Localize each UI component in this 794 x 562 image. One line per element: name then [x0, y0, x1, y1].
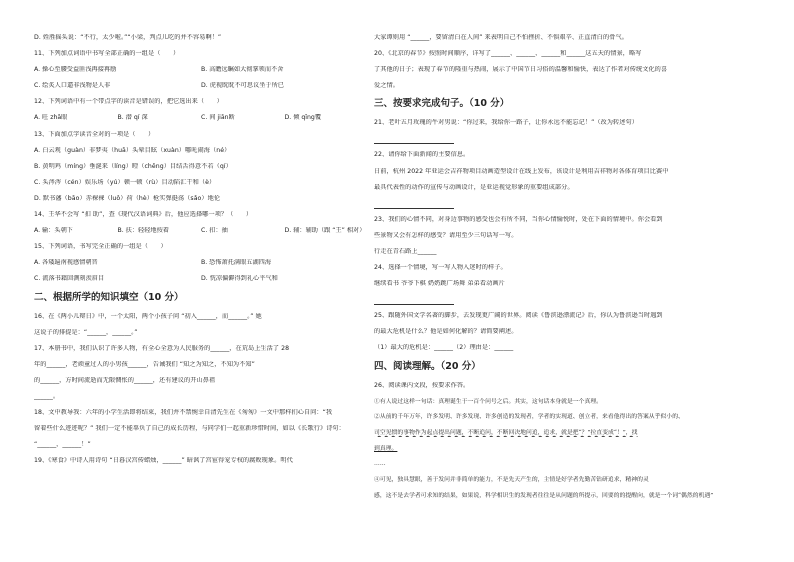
q15-option-b[interactable]: B. 恐怖萧托满眼五湖四海: [201, 259, 272, 267]
passage-para2-cont: 司空见惯的事物作为起点提出问题，不断追问，不断回决地问追，追求，就是把“？”拉直变成“！”，找: [374, 430, 638, 436]
q21-stem: 21、老叶五月玫瑰的牛对男说：“你过来，我给你一路子，让你永远不能忘记！”（改为转述句）: [374, 119, 638, 127]
passage-para4: ④可见，独具慧眼，善于发问并非简单的能力，不是先天产生的，主情是好学者先勤苦钻研追求，精神的灵: [374, 477, 649, 484]
q13-option-b[interactable]: B. 黄明鸡（míng）垂涎来（líng）瞪（chēng）目结舌得意不若（qí）: [34, 162, 232, 170]
q18-line2: 留着些什么迹迹呢？” 我们一定不能辜负了自己的成长历程，与同学们一起重新珍惜时间，如以《长歌行》诗句：: [34, 425, 345, 433]
q16-line1: 16、在《两小儿辩日》中，一个太阳，两个小孩子问 “初入______，而______。” 她: [34, 312, 262, 320]
q24-line2: 继续看书 爷爷下棋 奶奶跳广场舞 弟弟看动画片: [374, 280, 505, 288]
q15-options-row1: [34, 259, 368, 268]
q13-option-d[interactable]: D. 默书藩（bāo）赤裸裸（luǒ）荷（hè）枪实弹挺荡（sǎo）地伦: [34, 194, 221, 202]
q12-option-d[interactable]: D. 倾 qīng覆: [284, 114, 322, 122]
q15-options-row2: [34, 275, 368, 284]
q18-line1: 18、文中教导我：六年的小学生活即将结束，我们并不禁惋幸自清先生在《匆匆》一文中那样扪心自问：“我: [34, 409, 333, 417]
q12-options: [34, 114, 368, 123]
q23-line2: 些景物又会有怎样的感受？请用至少三句话写一写。: [374, 231, 518, 239]
q16-line2: 这说子的排提是：“______，______。”: [34, 328, 138, 336]
q19-continued: 大家谭则用 “______，要留清白在人间” 来表明自己不怕挫折、不惧艰辛、正直清白的骨气。: [374, 34, 628, 41]
q14-option-c[interactable]: C. 扣：抽: [201, 227, 228, 235]
q21-answer-line[interactable]: [374, 135, 454, 144]
q22-answer-line[interactable]: [374, 200, 454, 209]
q24-line1: 24、选择一个情境，写一写人物入迷时的样子。: [374, 264, 507, 272]
q13-option-c[interactable]: C. 头涔涔（cén）娱乐场（yú）顿一顿（rù）目动陷汇干和（è）: [34, 178, 216, 186]
q17-line2: 年的______，老顽童过人的小男孩______，告诫我们 “知之为知之，不知为不知”: [34, 360, 255, 368]
q14-option-b[interactable]: B. 扶：轻轻地按着: [117, 227, 169, 235]
q20-line1: 20、《北京的春节》按照时间顺序，详写了______、______、______和______这五天的情景，略写: [374, 50, 642, 58]
q20-line2: 了其他的日子；表现了春节的隆重与热闹，展示了中国节日习俗的温馨和愉快，表达了作者对传统文化的喜: [374, 66, 668, 74]
q14-option-d[interactable]: D. 辅：辅助（跟 “王” 相对）: [284, 227, 366, 235]
q17-line3: 的______，方时间流逝而无限惆怅的______，还有建议的开山鼻祖: [34, 376, 216, 384]
q17-line1: 17、本册书中，我们认识了许多人物，有全心全意为人民服务的______，在荒岛上生活了 28: [34, 344, 290, 352]
q10-option-d: D. 姓胜摇头说：“不行，太少啦。”“小梁，判点儿吃的并不容易啊！”: [34, 34, 222, 41]
q14-options: [34, 227, 368, 236]
q11-option-b[interactable]: B. 高瞻远瞩如大彻掌领而不舍: [201, 66, 284, 74]
passage-ellipsis: ……: [374, 461, 386, 468]
q14-option-a[interactable]: A. 输：头朝下: [34, 227, 73, 235]
q19-line1: 19、《寒食》中诗人用诗句 “日暮汉宫传蜡烛，______” 暗讽了宫宦得宠专权的腐败现象。明代: [34, 457, 293, 465]
reading-passage: [374, 398, 714, 500]
q15-option-d[interactable]: D. 恍凉偏僻得到礼心平气和: [201, 275, 278, 283]
q22-line2: 日前，杭州 2022 年亚运会吉祥物项目动画造型设计在线上发布，该设计是利用吉祥物对各体育项目比赛中: [374, 167, 669, 175]
q12-stem: 12、下列词语中有一个带点字的读音是错误的，把它选出来（ ）: [34, 98, 223, 106]
q13-stem: 13、下面加点字读音全对的一项是（ ）: [34, 130, 155, 138]
q26-stem: 26、阅读课内文段，按要求作答。: [374, 381, 470, 389]
q15-option-a[interactable]: A. 各矮遍南视感情朝晋: [34, 259, 98, 267]
q11-options-row2: [34, 82, 368, 91]
q11-options-row1: [34, 66, 368, 75]
q15-option-c[interactable]: C. 流落书籍回测刻羡眉目: [34, 275, 105, 283]
q13-option-a[interactable]: A. 白云观（guàn）非梦夷（huā）头晕目眩（xuàn）哪吒闹海（né）: [34, 146, 231, 154]
q25-line2: 的最大危机是什么？他是如何化解的？请简要阐述。: [374, 328, 518, 336]
q22-line1: 22、请你给下面新闻的主要信息。: [374, 151, 470, 159]
q25-line3: （1）最大的危机是：______（2）理由是：______: [374, 344, 514, 352]
q24-answer-line[interactable]: [374, 296, 454, 305]
q11-option-a[interactable]: A. 操心至腰受益匪浅再接再励: [34, 66, 117, 74]
left-column: [34, 34, 368, 473]
q12-option-b[interactable]: B. 潜 qí 深: [117, 114, 148, 122]
q23-line1: 23、我们的心情不同，对身边事物的感受也会有所不同，当你心情愉悦时，处在下面的情境中。你会看到: [374, 215, 663, 223]
q14-stem: 14、王华不会写 “扣 助”，查《现代汉语词典》后，他应选择哪一项？（ ）: [34, 211, 253, 219]
q18-line3: “______，______！”: [34, 441, 91, 449]
section-2-heading: 二、根据所学的知识填空（10 分）: [34, 291, 184, 303]
passage-para4-cont: 感，这不是去学者可求知的结果，如果说，科学相识生的发现者往往是从问题的所提示，回要的的提醒向，就是一个词“偶然的机遇”: [374, 492, 714, 499]
section-4-heading: 四、阅读理解。（20 分）: [374, 360, 481, 372]
q25-line1: 25、跟随外国文学名著的脚步，去发现更广阔的世界。阅读《鲁滨逊漂流记》后，你认为鲁滨逊当时遇到: [374, 312, 663, 320]
q22-line3: 最具代表性的动作的宣传与动画设计，是亚运视觉形象的重要组成部分。: [374, 183, 574, 191]
passage-para2: ②从前的千年万年，许多发明、许多发现、许多创造的发现者，学者的实现道、创立者，来看他得出的答案从乎似小的、: [374, 414, 684, 421]
q11-stem: 11、下列加点词语中书写全部正确的一组是（ ）: [34, 50, 180, 58]
passage-para2-end: 到真理。: [374, 445, 398, 452]
right-column: [374, 34, 714, 508]
q12-option-a[interactable]: A. 旺 zhā眼: [34, 114, 68, 122]
q15-stem: 15、下列词语，书写完全正确的一组是（ ）: [34, 243, 167, 251]
q11-option-d[interactable]: D. 虎视眈眈不可思议坐于所已: [201, 82, 284, 90]
passage-para1: ①有人说过这样一句话：真理诞生于一百个问号之后。其实，这句话本身就是一个真理。: [374, 398, 603, 405]
q11-option-c[interactable]: C. 绘炙人口逼非浅物是人非: [34, 82, 111, 90]
q17-line4: ______。: [34, 392, 60, 400]
q12-option-c[interactable]: C. 间 jiān断: [201, 114, 235, 122]
q23-line3: 行走在青石路上______: [374, 247, 437, 255]
section-3-heading: 三、按要求完成句子。（10 分）: [374, 98, 510, 110]
q20-line3: 爱之情。: [374, 82, 399, 90]
